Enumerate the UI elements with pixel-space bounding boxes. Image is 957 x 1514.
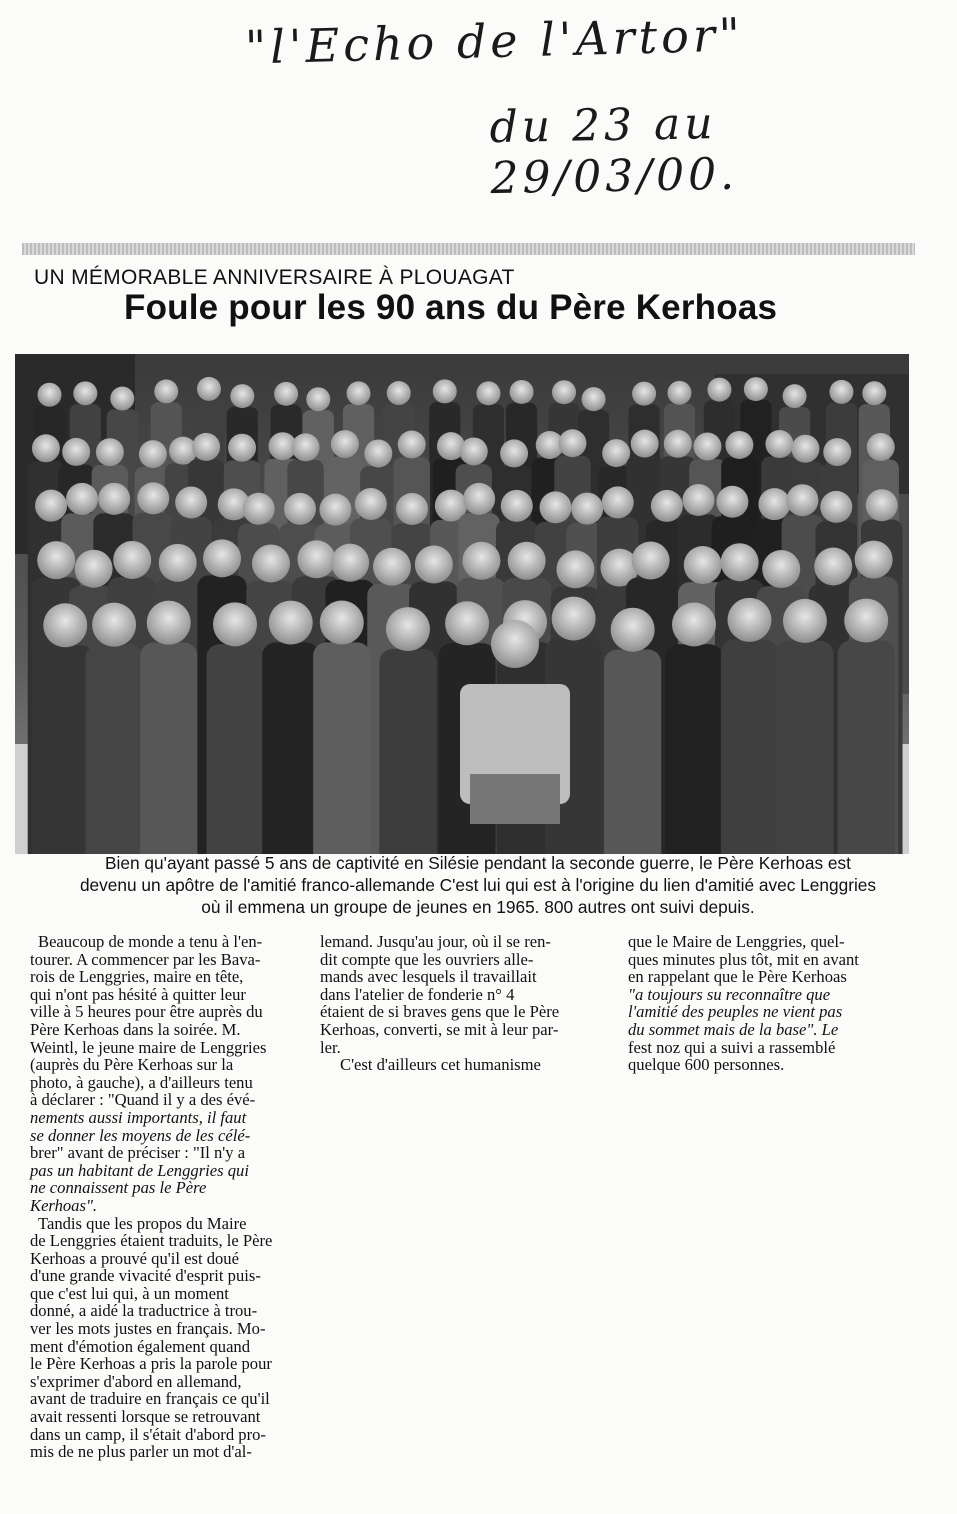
text-line: nements aussi importants, il faut (30, 1107, 247, 1127)
photo-caption (38, 852, 918, 918)
text-line: dans un camp, il s'était d'abord pro- (30, 1424, 266, 1444)
article-column-1 (30, 933, 298, 1461)
text-line: fest noz qui a suivi a rassemblé (628, 1037, 836, 1057)
text-line: que le Maire de Lenggries, quel- (628, 932, 845, 951)
text-line: mands avec lesquels il travaillait (320, 967, 537, 987)
text-line: mis de ne plus parler un mot d'al- (30, 1442, 252, 1462)
text-line: donné, a aidé la traductrice à trou- (30, 1301, 258, 1321)
text-line: Weintl, le jeune maire de Lenggries (30, 1037, 267, 1057)
text-line: qui n'ont pas hésité à quitter leur (30, 984, 246, 1004)
article-column-2 (320, 933, 605, 1074)
text-line: "a toujours su reconnaître que (628, 984, 831, 1004)
text-line: l'amitié des peuples ne vient pas (628, 1002, 843, 1022)
text-line: dans l'atelier de fonderie n° 4 (320, 984, 515, 1004)
caption-line: Bien qu'ayant passé 5 ans de captivité en Silésie pendant la seconde guerre, le Père Kerhoas est (105, 853, 851, 873)
text-line: s'exprimer d'abord en allemand, (30, 1371, 242, 1391)
text-line: ques minutes plus tôt, mit en avant (628, 949, 859, 969)
text-line: tourer. A commencer par les Bava- (30, 949, 261, 969)
text-line: Kerhoas, converti, se mit à leur par- (320, 1019, 559, 1039)
text-line: lemand. Jusqu'au jour, où il se ren- (320, 932, 551, 951)
text-line: ment d'émotion également quand (30, 1336, 251, 1356)
text-line: quelque 600 personnes. (628, 1055, 785, 1075)
text-line: ville à 5 heures pour être auprès du (30, 1002, 263, 1022)
text-line: Kerhoas". (30, 1195, 98, 1215)
text-line: de Lenggries étaient traduits, le Père (30, 1231, 273, 1251)
text-line: à déclarer : "Quand il y a des évé- (30, 1090, 256, 1110)
caption-line: où il emmena un groupe de jeunes en 1965. 800 autres ont suivi depuis. (201, 897, 755, 917)
text-line: d'une grande vivacité d'esprit puis- (30, 1266, 261, 1286)
handwritten-date-note: du 23 au 29/03/00. (489, 98, 739, 205)
text-line: en rappelant que le Père Kerhoas (628, 967, 847, 987)
text-line: brer" avant de préciser : "Il n'y a (30, 1143, 246, 1163)
header-rule (22, 243, 915, 255)
article-headline: Foule pour les 90 ans du Père Kerhoas (124, 288, 778, 327)
text-line: photo, à gauche), a d'ailleurs tenu (30, 1072, 253, 1092)
text-line: (auprès du Père Kerhoas sur la (30, 1055, 234, 1075)
text-line: le Père Kerhoas a pris la parole pour (30, 1354, 272, 1374)
text-line: que c'est lui qui, à un moment (30, 1283, 229, 1303)
text-line: Kerhoas a prouvé qu'il est doué (30, 1248, 239, 1268)
text-line: ver les mots justes en français. Mo- (30, 1319, 266, 1339)
caption-line: devenu un apôtre de l'amitié franco-allemande C'est lui qui est à l'origine du lien d'amitié avec Lenggries (79, 875, 877, 895)
text-line: rois de Lenggries, maire en tête, (30, 967, 244, 987)
text-line: dit compte que les ouvriers alle- (320, 949, 534, 969)
group-photo (15, 354, 909, 854)
text-line: C'est d'ailleurs cet humanisme (340, 1055, 541, 1075)
text-line: avait ressenti lorsque se retrouvant (30, 1407, 261, 1427)
text-line: pas un habitant de Lenggries qui (30, 1160, 249, 1180)
text-line: avant de traduire en français ce qu'il (30, 1389, 270, 1409)
text-line: Père Kerhoas dans la soirée. M. (30, 1019, 241, 1039)
text-line: étaient de si braves gens que le Père (320, 1002, 560, 1022)
text-line: ler. (320, 1037, 341, 1057)
text-line: Tandis que les propos du Maire (38, 1213, 247, 1233)
text-line: se donner les moyens de les célé- (30, 1125, 251, 1145)
article-kicker: UN MÉMORABLE ANNIVERSAIRE À PLOUAGAT (34, 266, 515, 289)
handwritten-source-note: "l'Echo de l'Artor" (244, 7, 745, 75)
text-line: ne connaissent pas le Père (30, 1178, 207, 1198)
article-column-3 (628, 933, 910, 1074)
text-line: du sommet mais de la base". Le (628, 1019, 839, 1039)
text-line: Beaucoup de monde a tenu à l'en- (38, 932, 263, 951)
